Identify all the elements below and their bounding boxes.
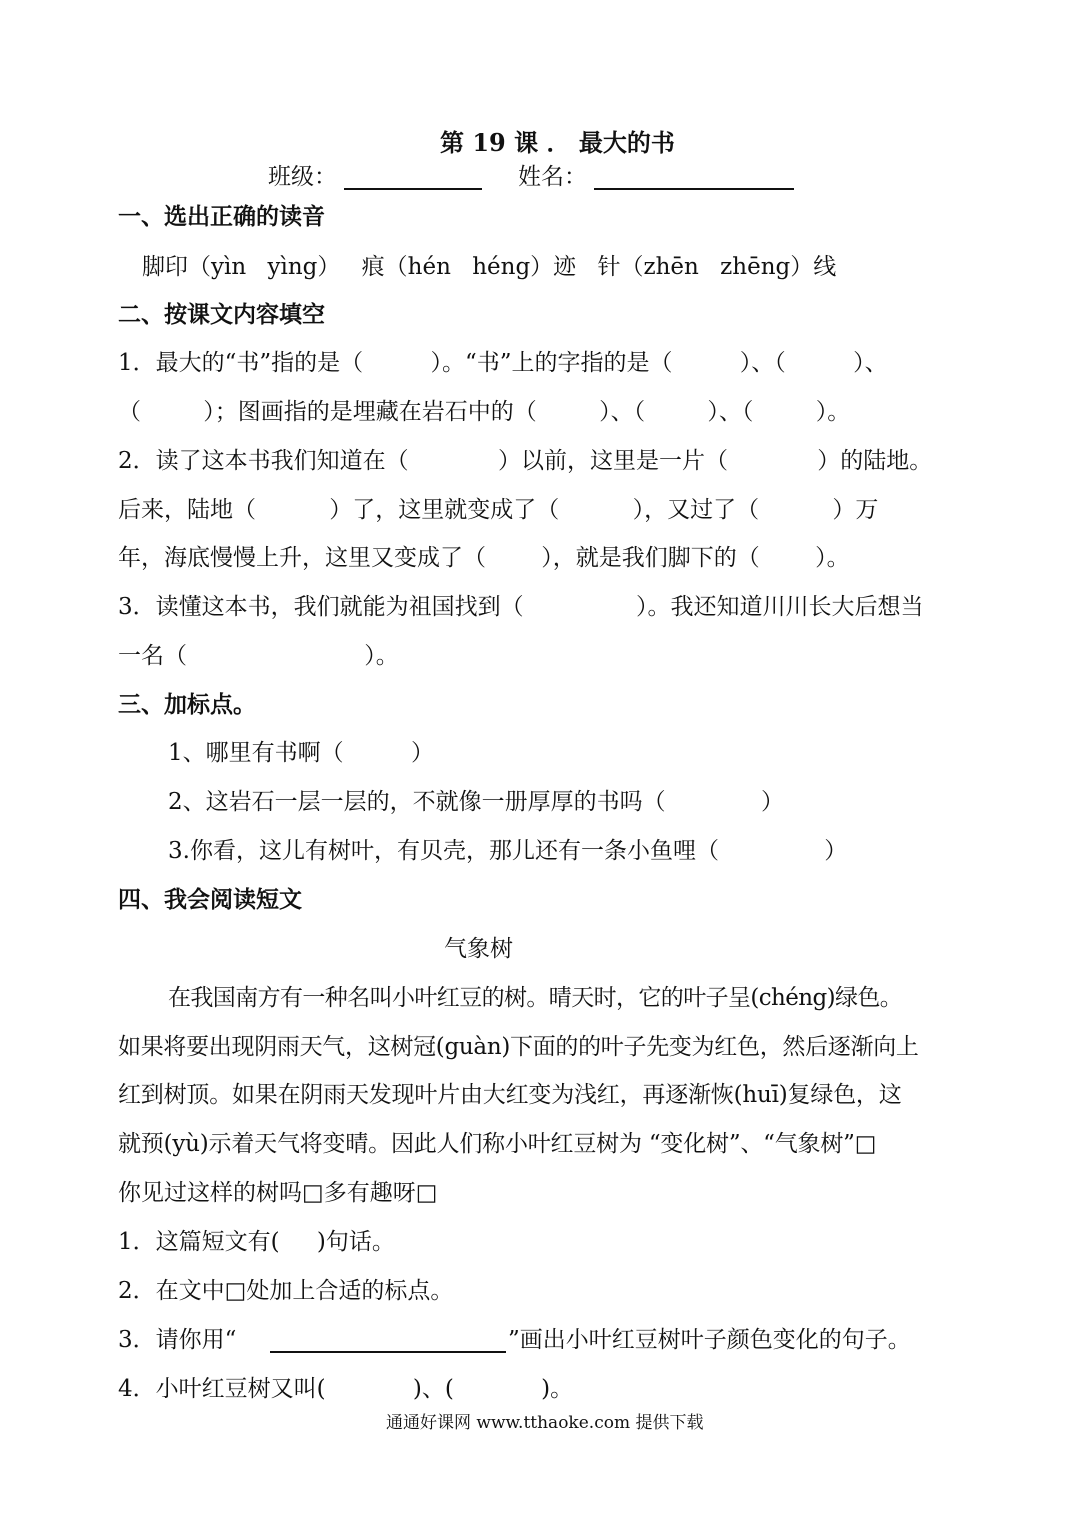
class-blank bbox=[344, 168, 482, 190]
question-2: 2．在文中□处加上合适的标点。 bbox=[118, 1278, 454, 1304]
fill-line: 3．读懂这本书，我们就能为祖国找到（ ）。我还知道川川长大后想当 bbox=[118, 594, 924, 620]
section-heading-2: 二、按课文内容填空 bbox=[118, 301, 325, 328]
pronunciation-line: 脚印（yìn yìng） 痕（hén héng）迹 针（zhēn zhēng）线 bbox=[142, 254, 837, 280]
footer-text: 通通好课网 www.tthaoke.com 提供下载 bbox=[386, 1413, 704, 1433]
fill-line: 1．最大的“书”指的是（ ）。“书”上的字指的是（ ）、（ ）、 bbox=[118, 350, 888, 376]
section-heading-1: 一、选出正确的读音 bbox=[118, 203, 325, 230]
punctuation-item: 2、这岩石一层一层的，不就像一册厚厚的书吗（ ） bbox=[168, 789, 784, 815]
question-3-suffix: ”画出小叶红豆树叶子颜色变化的句子。 bbox=[508, 1327, 911, 1353]
section-heading-4: 四、我会阅读短文 bbox=[118, 886, 302, 913]
fill-line: 一名（ ）。 bbox=[118, 643, 399, 669]
question-3-blank bbox=[270, 1331, 506, 1353]
question-1: 1．这篇短文有( )句话。 bbox=[118, 1229, 395, 1255]
passage-line: 在我国南方有一种名叫小叶红豆的树。晴天时，它的叶子呈(chéng)绿色。 bbox=[168, 985, 903, 1011]
page-title: 第 19 课 ． 最大的书 bbox=[440, 128, 675, 157]
name-label: 姓名： bbox=[518, 164, 587, 190]
fill-line: 后来，陆地（ ）了，这里就变成了（ ），又过了（ ）万 bbox=[118, 497, 879, 523]
fill-line: （ ）；图画指的是埋藏在岩石中的（ ）、（ ）、（ ）。 bbox=[118, 399, 851, 425]
passage-line: 就预(yù)示着天气将变晴。因此人们称小叶红豆树为 “变化树”、“气象树”□ bbox=[118, 1131, 877, 1157]
name-blank bbox=[594, 168, 794, 190]
passage-line: 如果将要出现阴雨天气，这树冠(guàn)下面的的叶子先变为红色，然后逐渐向上 bbox=[118, 1034, 919, 1060]
fill-line: 2．读了这本书我们知道在（ ）以前，这里是一片（ ）的陆地。 bbox=[118, 448, 933, 474]
passage-line: 你见过这样的树吗□多有趣呀□ bbox=[118, 1180, 438, 1206]
question-3-prefix: 3．请你用“ bbox=[118, 1327, 237, 1353]
fill-line: 年，海底慢慢上升，这里又变成了（ ），就是我们脚下的（ ）。 bbox=[118, 545, 850, 571]
section-heading-3: 三、加标点。 bbox=[118, 691, 256, 718]
class-label: 班级： bbox=[268, 164, 337, 190]
question-4: 4．小叶红豆树又叫( )、( )。 bbox=[118, 1376, 574, 1402]
punctuation-item: 3.你看，这儿有树叶，有贝壳，那儿还有一条小鱼哩（ ） bbox=[168, 838, 848, 864]
punctuation-item: 1、哪里有书啊（ ） bbox=[168, 740, 434, 766]
passage-line: 红到树顶。如果在阴雨天发现叶片由大红变为浅红，再逐渐恢(huī)复绿色，这 bbox=[118, 1082, 902, 1108]
passage-title: 气象树 bbox=[444, 936, 513, 962]
